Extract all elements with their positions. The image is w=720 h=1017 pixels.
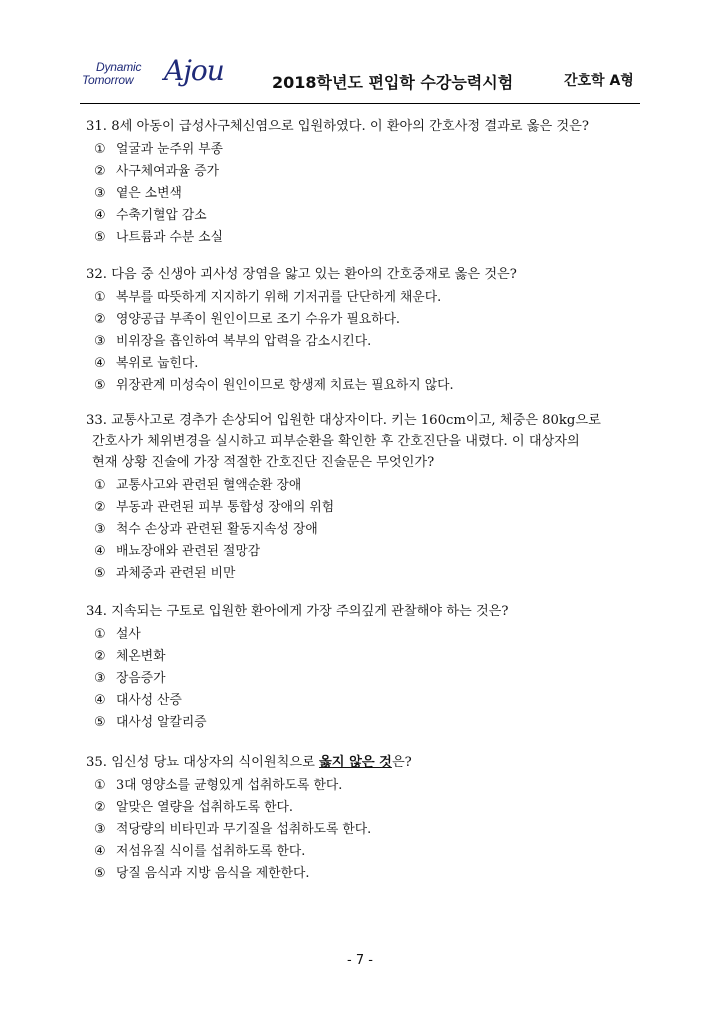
option-list <box>86 287 646 397</box>
option-number: ② <box>94 649 106 664</box>
stem-text: 임신성 당뇨 대상자의 식이원칙으로 <box>111 755 320 770</box>
option-number: ③ <box>94 334 106 349</box>
option-number: ⑤ <box>94 378 106 393</box>
option-text: 대사성 산증 <box>116 693 182 708</box>
stem-line: 간호사가 체위변경을 실시하고 피부순환을 확인한 후 간호진단을 내렸다. 이 대상자의 <box>92 434 580 449</box>
option-number: ③ <box>94 186 106 201</box>
option-item <box>94 353 646 375</box>
question-number: 34. <box>86 604 107 619</box>
option-item <box>94 541 646 563</box>
exam-title: 2018학년도 편입학 수강능력시험 <box>272 73 514 92</box>
header-divider <box>80 103 640 104</box>
university-logo <box>82 56 242 100</box>
question-number: 32. <box>86 267 107 282</box>
question-33 <box>86 410 646 585</box>
option-text: 과체중과 관련된 비만 <box>116 566 236 581</box>
page-number: - 7 - <box>347 953 373 968</box>
option-text: 알맞은 열량을 섭취하도록 한다. <box>116 800 293 815</box>
option-item <box>94 475 646 497</box>
stem-text: 교통사고로 경추가 손상되어 입원한 대상자이다. 키는 160cm이고, 체중은 80kg으로 <box>111 413 601 428</box>
stem-line <box>86 601 646 622</box>
option-item <box>94 375 646 397</box>
option-item <box>94 863 646 885</box>
option-number: ② <box>94 164 106 179</box>
option-item <box>94 563 646 585</box>
option-number: ④ <box>94 208 106 223</box>
option-text: 체온변화 <box>116 649 166 664</box>
option-item <box>94 161 646 183</box>
option-number: ④ <box>94 356 106 371</box>
option-text: 위장관계 미성숙이 원인이므로 항생제 치료는 필요하지 않다. <box>116 378 454 393</box>
option-item <box>94 183 646 205</box>
question-stem <box>86 116 646 137</box>
option-number: ① <box>94 627 106 642</box>
option-number: ② <box>94 312 106 327</box>
option-text: 부동과 관련된 피부 통합성 장애의 위험 <box>116 500 335 515</box>
option-item <box>94 497 646 519</box>
option-text: 3대 영양소를 균형있게 섭취하도록 한다. <box>116 778 343 793</box>
stem-line <box>86 752 646 773</box>
stem-text: 8세 아동이 급성사구체신염으로 입원하였다. 이 환아의 간호사정 결과로 옳은 것은? <box>111 119 589 134</box>
option-text: 적당량의 비타민과 무기질을 섭취하도록 한다. <box>116 822 372 837</box>
option-number: ⑤ <box>94 230 106 245</box>
question-stem <box>86 410 646 473</box>
option-item <box>94 819 646 841</box>
option-text: 척수 손상과 관련된 활동지속성 장애 <box>116 522 318 537</box>
option-number: ① <box>94 778 106 793</box>
option-item <box>94 227 646 249</box>
option-list <box>86 139 646 249</box>
option-text: 비위장을 흡인하여 복부의 압력을 감소시킨다. <box>116 334 372 349</box>
question-stem <box>86 752 646 773</box>
stem-line <box>86 116 646 137</box>
option-text: 교통사고와 관련된 혈액순환 장애 <box>116 478 302 493</box>
option-item <box>94 624 646 646</box>
option-item <box>94 139 646 161</box>
option-item <box>94 712 646 734</box>
option-list <box>86 775 646 885</box>
option-number: ① <box>94 142 106 157</box>
option-text: 복부를 따뜻하게 지지하기 위해 기저귀를 단단하게 채운다. <box>116 290 442 305</box>
stem-line: 현재 상황 진술에 가장 적절한 간호진단 진술문은 무엇인가? <box>92 455 435 470</box>
option-text: 대사성 알칼리증 <box>116 715 207 730</box>
option-number: ⑤ <box>94 866 106 881</box>
option-number: ④ <box>94 844 106 859</box>
option-text: 사구체여과율 증가 <box>116 164 219 179</box>
option-item <box>94 797 646 819</box>
option-text: 얼굴과 눈주위 부종 <box>116 142 224 157</box>
option-text: 장음증가 <box>116 671 166 686</box>
option-text: 영양공급 부족이 원인이므로 조기 수유가 필요하다. <box>116 312 401 327</box>
option-item <box>94 690 646 712</box>
option-number: ② <box>94 500 106 515</box>
logo-slogan-line1: Dynamic <box>96 60 142 74</box>
question-number: 35. <box>86 755 107 770</box>
option-list <box>86 475 646 585</box>
option-number: ① <box>94 290 106 305</box>
option-text: 저섬유질 식이를 섭취하도록 한다. <box>116 844 306 859</box>
stem-emphasis: 옳지 않은 것 <box>319 755 392 770</box>
option-text: 배뇨장애와 관련된 절망감 <box>116 544 261 559</box>
option-item <box>94 205 646 227</box>
question-34 <box>86 601 646 734</box>
stem-line <box>86 264 646 285</box>
option-item <box>94 775 646 797</box>
question-number: 33. <box>86 413 107 428</box>
option-text: 복위로 눕힌다. <box>116 356 199 371</box>
option-item <box>94 668 646 690</box>
option-number: ③ <box>94 671 106 686</box>
option-text: 나트륨과 수분 소실 <box>116 230 224 245</box>
question-stem <box>86 601 646 622</box>
option-number: ④ <box>94 544 106 559</box>
option-list <box>86 624 646 734</box>
stem-text: 지속되는 구토로 입원한 환아에게 가장 주의깊게 관찰해야 하는 것은? <box>111 604 509 619</box>
option-text: 당질 음식과 지방 음식을 제한한다. <box>116 866 310 881</box>
option-item <box>94 331 646 353</box>
option-number: ⑤ <box>94 715 106 730</box>
option-item <box>94 287 646 309</box>
page-header <box>80 52 640 102</box>
stem-line <box>86 410 646 431</box>
option-number: ④ <box>94 693 106 708</box>
question-number: 31. <box>86 119 107 134</box>
option-item <box>94 646 646 668</box>
option-item <box>94 309 646 331</box>
option-item <box>94 841 646 863</box>
option-text: 옅은 소변색 <box>116 186 182 201</box>
option-number: ① <box>94 478 106 493</box>
logo-slogan-line2: Tomorrow <box>82 73 134 87</box>
question-35 <box>86 752 646 885</box>
option-text: 수축기혈압 감소 <box>116 208 207 223</box>
option-number: ② <box>94 800 106 815</box>
option-number: ⑤ <box>94 566 106 581</box>
stem-suffix: 은? <box>391 755 412 770</box>
question-stem <box>86 264 646 285</box>
exam-type-label: 간호학 A형 <box>564 73 634 89</box>
question-31 <box>86 116 646 249</box>
option-number: ③ <box>94 822 106 837</box>
option-number: ③ <box>94 522 106 537</box>
stem-text: 다음 중 신생아 괴사성 장염을 앓고 있는 환아의 간호중재로 옳은 것은? <box>111 267 517 282</box>
logo-wordmark: Ajou <box>164 54 224 87</box>
question-32 <box>86 264 646 397</box>
option-item <box>94 519 646 541</box>
option-text: 설사 <box>116 627 141 642</box>
